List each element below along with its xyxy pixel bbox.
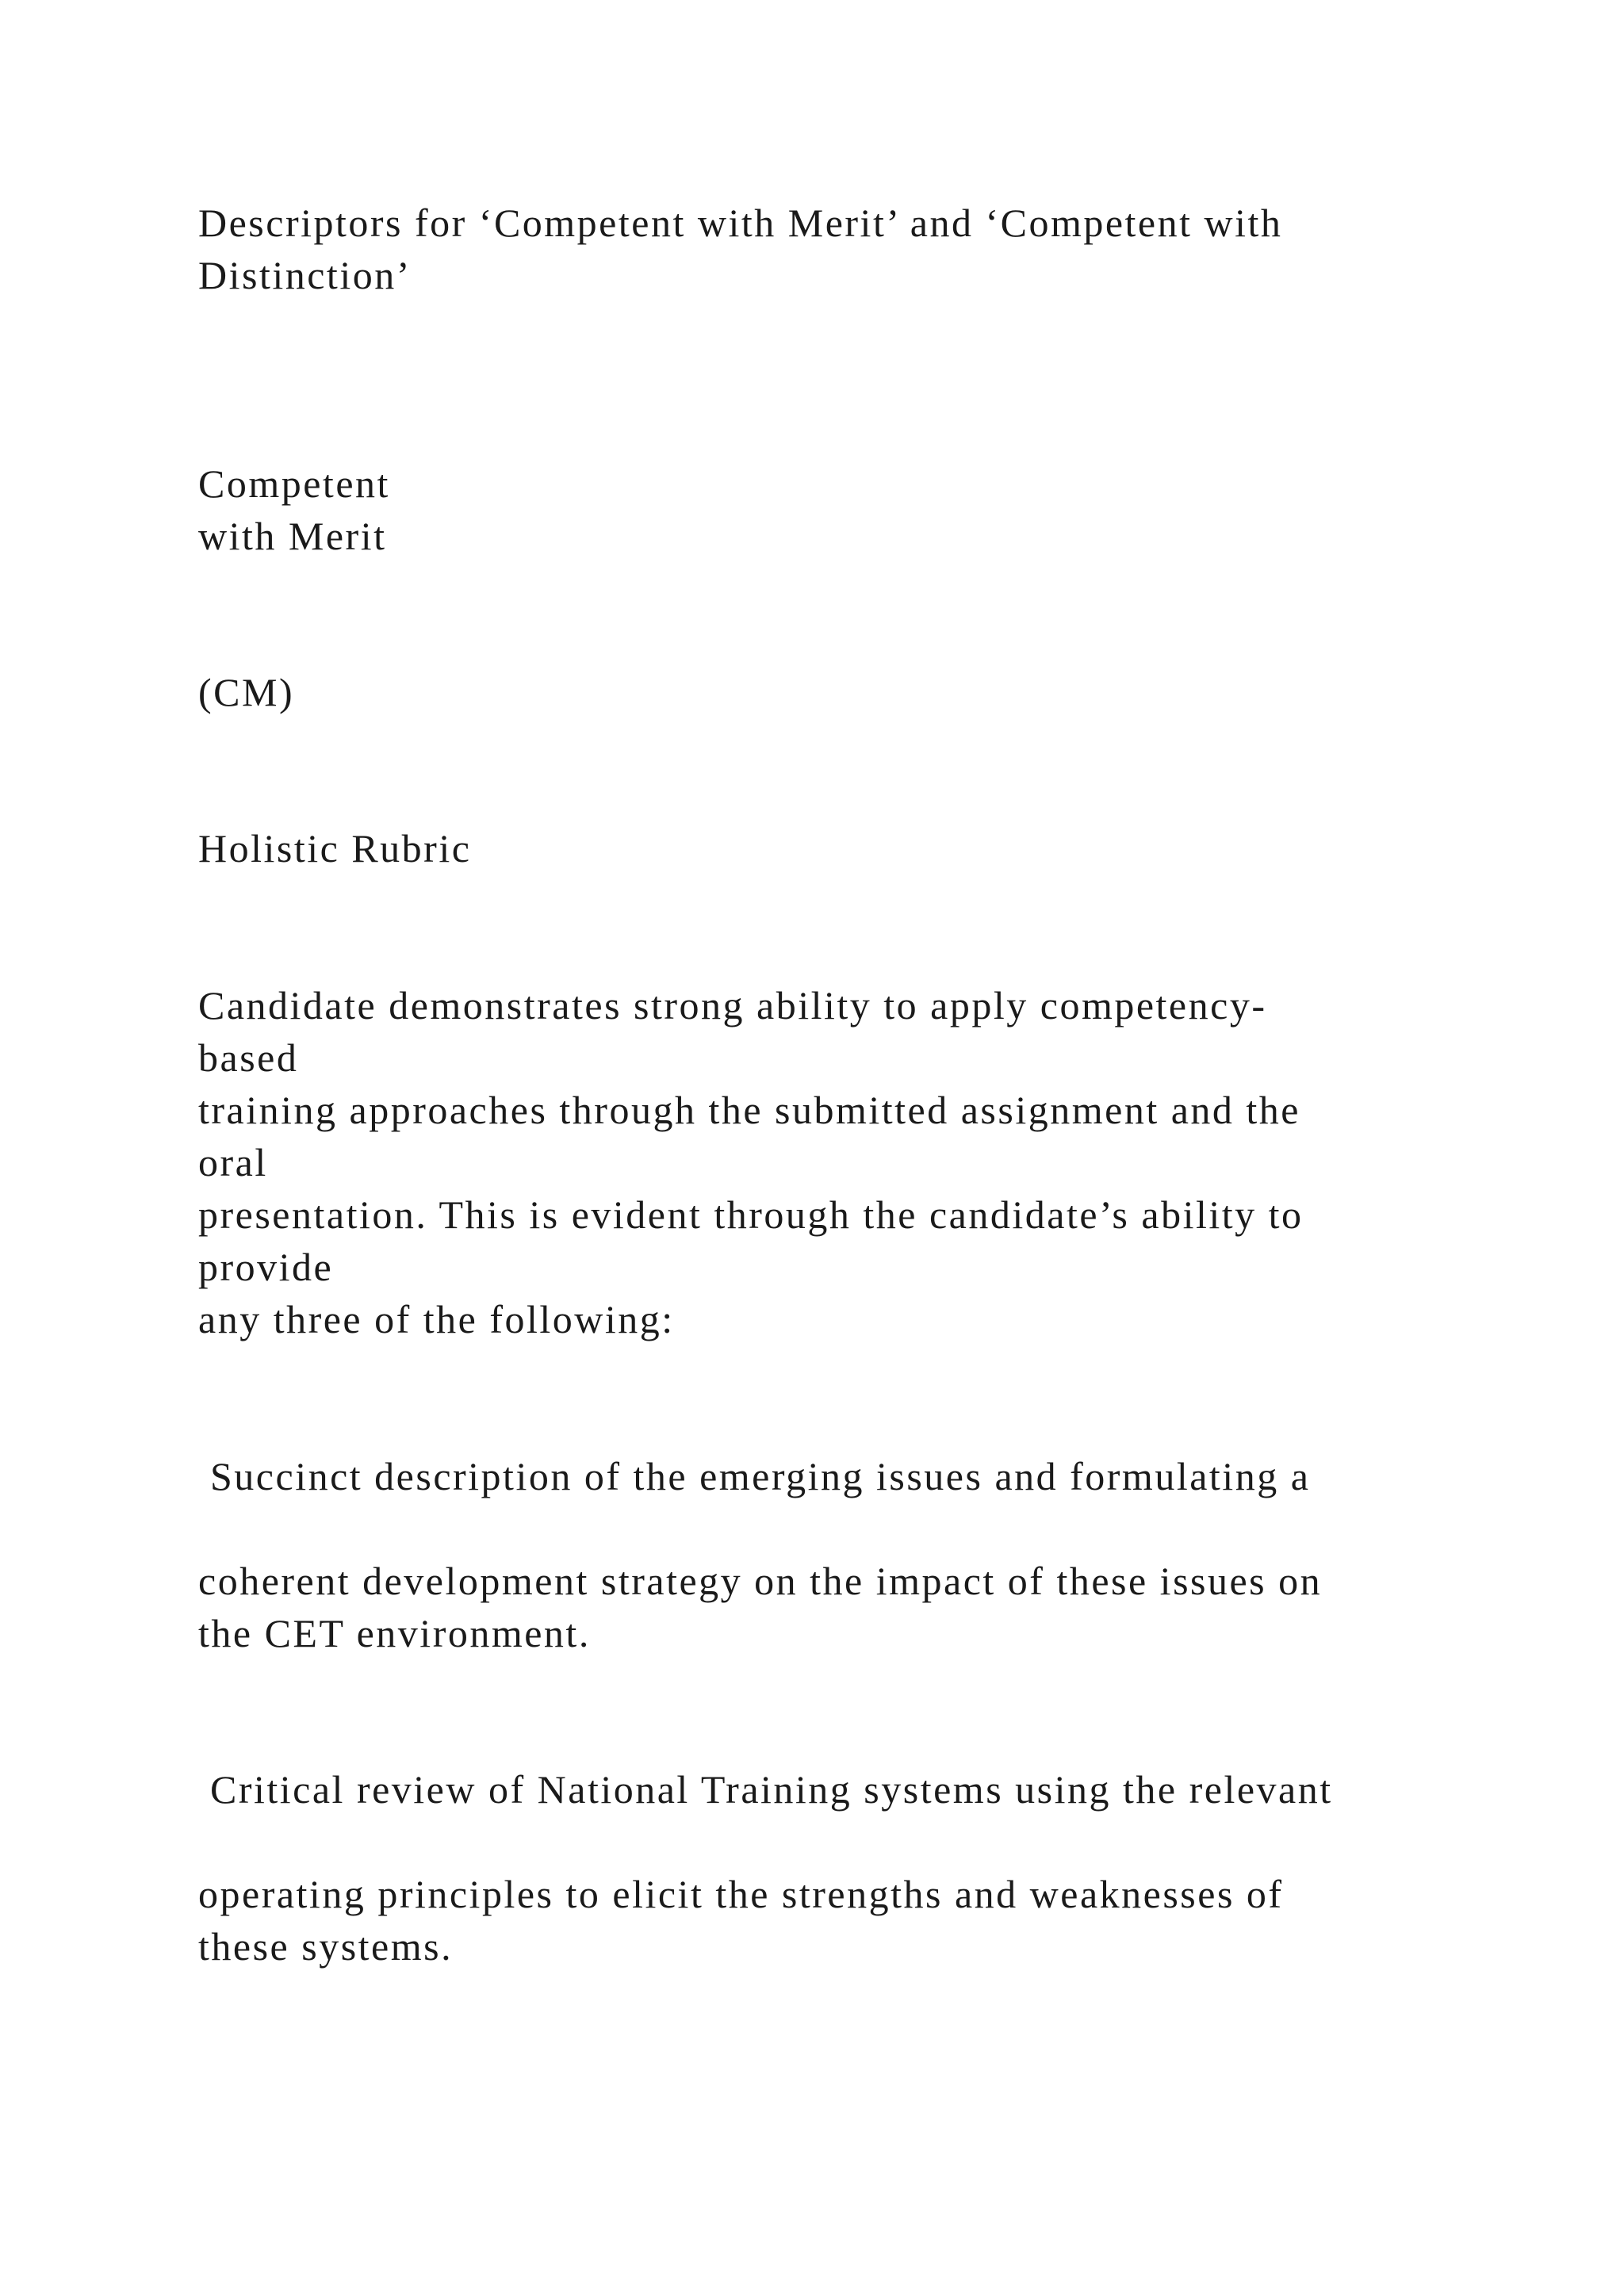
intro-line-4: oral: [198, 1140, 268, 1184]
section-heading-line-2: with Merit: [198, 514, 387, 558]
list-item-1-line-1: Succinct description of the emerging issues and formulating a: [198, 1454, 1311, 1498]
intro-line-6: provide: [198, 1245, 334, 1289]
document-title-line-2: Distinction’: [198, 253, 412, 297]
intro-line-1: Candidate demonstrates strong ability to apply competency-: [198, 983, 1267, 1027]
intro-line-3: training approaches through the submitted assignment and the: [198, 1088, 1300, 1132]
section-abbreviation: (CM): [198, 670, 295, 714]
list-item-1-line-3: the CET environment.: [198, 1611, 591, 1655]
document-title-line-1: Descriptors for ‘Competent with Merit’ and ‘Competent with: [198, 201, 1283, 245]
section-heading-line-1: Competent: [198, 461, 390, 506]
intro-line-2: based: [198, 1035, 299, 1080]
rubric-label: Holistic Rubric: [198, 826, 472, 871]
list-item-2-line-2: operating principles to elicit the strengths and weaknesses of: [198, 1872, 1284, 1916]
intro-line-7: any three of the following:: [198, 1297, 675, 1341]
list-item-2-line-1: Critical review of National Training systems using the relevant: [198, 1767, 1333, 1812]
list-item-1-line-2: coherent development strategy on the impact of these issues on: [198, 1559, 1323, 1603]
list-item-2-line-3: these systems.: [198, 1924, 454, 1969]
intro-line-5: presentation. This is evident through the candidate’s ability to: [198, 1192, 1304, 1237]
